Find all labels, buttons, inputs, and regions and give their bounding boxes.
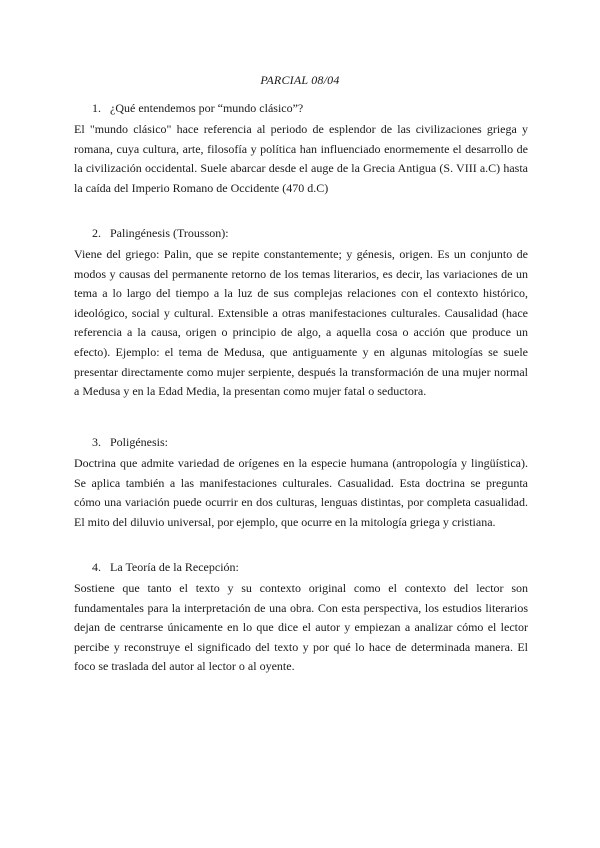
section-2-heading <box>92 226 229 241</box>
section-2-body: Viene del griego: Palin, que se repite constantemente; y génesis, origen. Es un conjunto de modos y causas del permanente retorno de los temas literarios, es decir, las variaciones de un tema a lo largo del tiempo a la luz de sus complejas relaciones con el contexto histórico, ideológico, social y cultural. Extensible a otras manifestaciones culturales. Causalidad (hace referencia a la causa, origen o principio de algo, a aquella cosa o acción que produce un efecto). Ejemplo: el tema de Medusa, que antiguamente y en algunas mitologías se suele presentar directamente como mujer serpiente, después la transformación de una mujer normal a Medusa y en la Edad Media, la presentan como mujer fatal o seductora. <box>74 247 528 399</box>
section-4-heading <box>92 560 239 575</box>
section-2-title: Palingénesis (Trousson): <box>110 226 229 240</box>
section-1-body: El "mundo clásico" hace referencia al periodo de esplendor de las civilizaciones griega y romana, cuya cultura, arte, filosofía y política han influenciado enormemente el desarrollo de la civilización occidental. Suele abarcar desde el auge de la Grecia Antigua (S. VIII a.C) hasta la caída del Imperio Romano de Occidente (470 d.C) <box>74 122 528 195</box>
section-3-title: Poligénesis: <box>110 435 169 449</box>
section-4-body: Sostiene que tanto el texto y su contexto original como el contexto del lector son fundamentales para la interpretación de una obra. Con esta perspectiva, los estudios literarios dejan de centrarse únicamente en lo que dice el autor y empiezan a analizar cómo el lector percibe y reconstruye el significado del texto y por qué lo hace de determinada manera. El foco se traslada del autor al lector o al oyente. <box>74 581 528 674</box>
section-3-number: 3. <box>92 435 101 449</box>
section-4-number: 4. <box>92 560 101 574</box>
section-3-heading <box>92 435 168 450</box>
section-4-title: La Teoría de la Recepción: <box>110 560 239 574</box>
document-title: PARCIAL 08/04 <box>260 73 340 87</box>
section-1-heading <box>92 101 303 116</box>
section-1-title: ¿Qué entendemos por “mundo clásico”? <box>110 101 304 115</box>
section-2-number: 2. <box>92 226 101 240</box>
section-3-body: Doctrina que admite variedad de orígenes en la especie humana (antropología y lingüística). Se aplica también a las manifestaciones culturales. Casualidad. Esta doctrina se pregunta cómo una variación puede ocurrir en dos culturas, lenguas distintas, por completa casualidad. El mito del diluvio universal, por ejemplo, que ocurre en la mitología griega y cristiana. <box>74 456 528 529</box>
section-1-number: 1. <box>92 101 101 115</box>
